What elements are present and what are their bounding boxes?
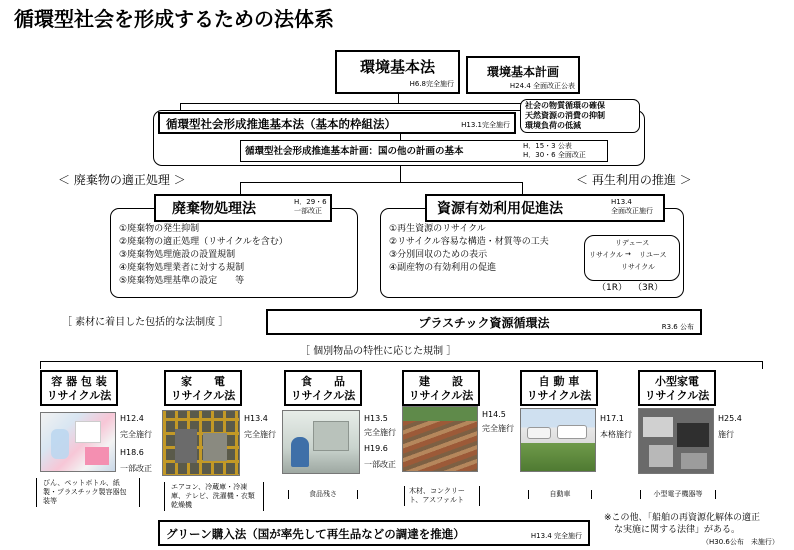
waste-law-item-2: ②廃棄物の適正処理（リサイクルを含む） bbox=[119, 237, 288, 247]
small-appliance-items: 小型電子機器等 bbox=[640, 490, 716, 499]
small-appliance-law-name-2: リサイクル法 bbox=[644, 389, 710, 402]
waste-law-item-5: ⑤廃棄物処理基準の設定 等 bbox=[119, 276, 245, 286]
construction-items: 木材、コンクリート、アスファルト bbox=[404, 486, 480, 506]
automobile-note-2: 本格施行 bbox=[600, 430, 632, 439]
connector-resource-drop bbox=[522, 182, 523, 194]
resource-law-item-3: ③分別回収のための表示 bbox=[389, 250, 488, 260]
waste-law-note-1: H．29・6 bbox=[294, 198, 327, 206]
resource-law-item-2: ②リサイクル容易な構造・材質等の工夫 bbox=[389, 237, 549, 247]
container-packaging-photo bbox=[40, 412, 116, 472]
plastic-law-note: R3.6 公布 bbox=[661, 323, 694, 331]
waste-law-box bbox=[154, 194, 332, 222]
framework-law-name: 循環型社会形成推進基本法（基本的枠組法） bbox=[166, 117, 396, 131]
small-appliance-law-name-1: 小型家電 bbox=[655, 375, 699, 388]
waste-law-name: 廃棄物処理法 bbox=[172, 201, 256, 217]
three-r-arrow: → bbox=[625, 250, 631, 258]
page-title: 循環型社会を形成するための法体系 bbox=[14, 7, 334, 31]
food-law-name-2: リサイクル法 bbox=[290, 389, 356, 402]
three-r-reuse: リユース bbox=[639, 251, 667, 259]
home-appliance-recycling-law-box bbox=[164, 370, 242, 406]
food-note-2: 完全施行 bbox=[364, 428, 396, 437]
home-appliance-law-name-2: リサイクル法 bbox=[170, 389, 236, 402]
basic-plan-note: H24.4 全面改正公表 bbox=[509, 82, 575, 90]
food-note-1: H13.5 bbox=[364, 414, 388, 423]
connector-framework-down bbox=[400, 166, 401, 182]
food-recycling-photo bbox=[282, 410, 360, 474]
waste-law-note-2: 一部改正 bbox=[294, 207, 322, 215]
waste-law-items bbox=[119, 223, 288, 288]
home-appliance-note-1: H13.4 bbox=[244, 414, 268, 423]
footnote-line-2: な実施に関する法律」がある。 bbox=[614, 525, 741, 535]
three-r-recycle-2: リサイクル bbox=[621, 263, 656, 271]
material-framework-label: ［ 素材に着目した包括的な法制度 ］ bbox=[62, 317, 229, 328]
automobile-photo bbox=[520, 408, 596, 472]
three-r-recycle: リサイクル bbox=[589, 251, 624, 259]
construction-note-2: 完全施行 bbox=[482, 424, 514, 433]
resource-law-note-1: H13.4 bbox=[611, 198, 632, 206]
framework-aim-2: 天然資源の消費の抑制 bbox=[525, 111, 605, 120]
food-law-name-1: 食 品 bbox=[301, 375, 345, 388]
resource-law-items bbox=[389, 223, 549, 275]
framework-plan-note-2: H．30・6 全面改正 bbox=[523, 151, 586, 159]
basic-law-note: H6.8完全施行 bbox=[409, 80, 454, 88]
waste-law-item-4: ④廃棄物処理業者に対する規制 bbox=[119, 263, 245, 273]
framework-law-note: H13.1完全施行 bbox=[461, 121, 510, 129]
bracket-right bbox=[762, 361, 763, 369]
container-note-3: H18.6 bbox=[120, 448, 144, 457]
waste-law-item-3: ③廃棄物処理施設の設置規制 bbox=[119, 250, 236, 260]
footnote-line-3: （H30.6公布 未施行） bbox=[702, 538, 779, 546]
basic-law-name: 環境基本法 bbox=[359, 58, 435, 76]
food-note-4: 一部改正 bbox=[364, 460, 396, 469]
framework-plan-box bbox=[240, 140, 608, 162]
home-appliance-items: エアコン、冷蔵庫・冷凍庫、テレビ、洗濯機・衣類乾燥機 bbox=[164, 482, 264, 511]
green-law-note: H13.4 完全施行 bbox=[530, 532, 582, 540]
container-note-1: H12.4 bbox=[120, 414, 144, 423]
individual-heading: ［ 個別物品の特性に応じた規制 ］ bbox=[300, 346, 457, 357]
home-appliance-photo bbox=[162, 410, 240, 476]
food-items: 食品残さ bbox=[288, 490, 358, 499]
construction-note-1: H14.5 bbox=[482, 410, 506, 419]
green-law-name: グリーン購入法（国が率先して再生品などの調達を推進） bbox=[166, 527, 465, 541]
individual-bracket-top bbox=[40, 361, 762, 362]
bracket-left bbox=[40, 361, 41, 369]
connector-basic-law bbox=[398, 94, 399, 103]
plastic-law-box bbox=[266, 309, 702, 335]
three-r-box bbox=[584, 235, 680, 281]
left-heading: ＜ 廃棄物の適正処理 ＞ bbox=[58, 173, 186, 187]
basic-law-box bbox=[335, 50, 460, 94]
three-r-reduce: リデュース bbox=[615, 239, 650, 247]
automobile-recycling-law-box bbox=[520, 370, 598, 406]
framework-plan-note-1: H．15・3 公表 bbox=[523, 142, 572, 150]
right-heading: ＜ 再生利用の推進 ＞ bbox=[576, 173, 692, 187]
framework-aims-box bbox=[520, 99, 640, 133]
basic-plan-name: 環境基本計画 bbox=[486, 65, 559, 79]
green-purchasing-law-box bbox=[158, 520, 590, 546]
home-appliance-note-2: 完全施行 bbox=[244, 430, 276, 439]
small-appliance-note-2: 施行 bbox=[718, 430, 734, 439]
container-note-4: 一部改正 bbox=[120, 464, 152, 473]
construction-law-name-1: 建 設 bbox=[419, 375, 463, 388]
home-appliance-law-name-1: 家 電 bbox=[181, 375, 225, 388]
resource-law-item-4: ④副産物の有効利用の促進 bbox=[389, 263, 497, 273]
automobile-law-name-2: リサイクル法 bbox=[526, 389, 592, 402]
resource-law-note-2: 全面改正施行 bbox=[611, 207, 653, 215]
connector-hbar-mid bbox=[240, 182, 522, 183]
small-appliance-note-1: H25.4 bbox=[718, 414, 742, 423]
resource-law-1r: （1R） bbox=[597, 283, 627, 293]
footnote-line-1: ※この他、「船舶の再資源化解体の適正 bbox=[604, 513, 761, 523]
construction-photo bbox=[402, 406, 478, 472]
resource-law-name: 資源有効利用促進法 bbox=[437, 201, 563, 217]
small-appliance-recycling-law-box bbox=[638, 370, 716, 406]
construction-recycling-law-box bbox=[402, 370, 480, 406]
framework-plan-name: 循環型社会形成推進基本計画：国の他の計画の基本 bbox=[245, 146, 464, 157]
food-recycling-law-box bbox=[284, 370, 362, 406]
resource-law-item-1: ①再生資源のリサイクル bbox=[389, 224, 486, 234]
container-note-2: 完全施行 bbox=[120, 430, 152, 439]
construction-law-name-2: リサイクル法 bbox=[408, 389, 474, 402]
automobile-items: 自動車 bbox=[528, 490, 592, 499]
automobile-law-name-1: 自 動 車 bbox=[538, 375, 580, 388]
framework-aim-1: 社会の物質循環の確保 bbox=[525, 101, 605, 110]
connector-waste-drop bbox=[240, 182, 241, 194]
plastic-law-name: プラスチック資源循環法 bbox=[418, 316, 550, 330]
automobile-note-1: H17.1 bbox=[600, 414, 624, 423]
basic-plan-box bbox=[466, 56, 580, 94]
container-law-name-2: リサイクル法 bbox=[46, 389, 112, 402]
food-note-3: H19.6 bbox=[364, 444, 388, 453]
resource-law-3r: （3R） bbox=[633, 283, 663, 293]
container-law-name-1: 容 器 包 装 bbox=[51, 375, 107, 388]
container-items: びん、ペットボトル、紙製・プラスチック製容器包装等 bbox=[36, 478, 140, 507]
small-appliance-photo bbox=[638, 408, 714, 474]
framework-aim-3: 環境負荷の低減 bbox=[525, 121, 581, 130]
connector-left-drop bbox=[180, 103, 181, 110]
waste-law-item-1: ①廃棄物の発生抑制 bbox=[119, 224, 200, 234]
framework-law-box bbox=[158, 112, 516, 134]
resource-law-box bbox=[425, 194, 665, 222]
container-recycling-law-box bbox=[40, 370, 118, 406]
